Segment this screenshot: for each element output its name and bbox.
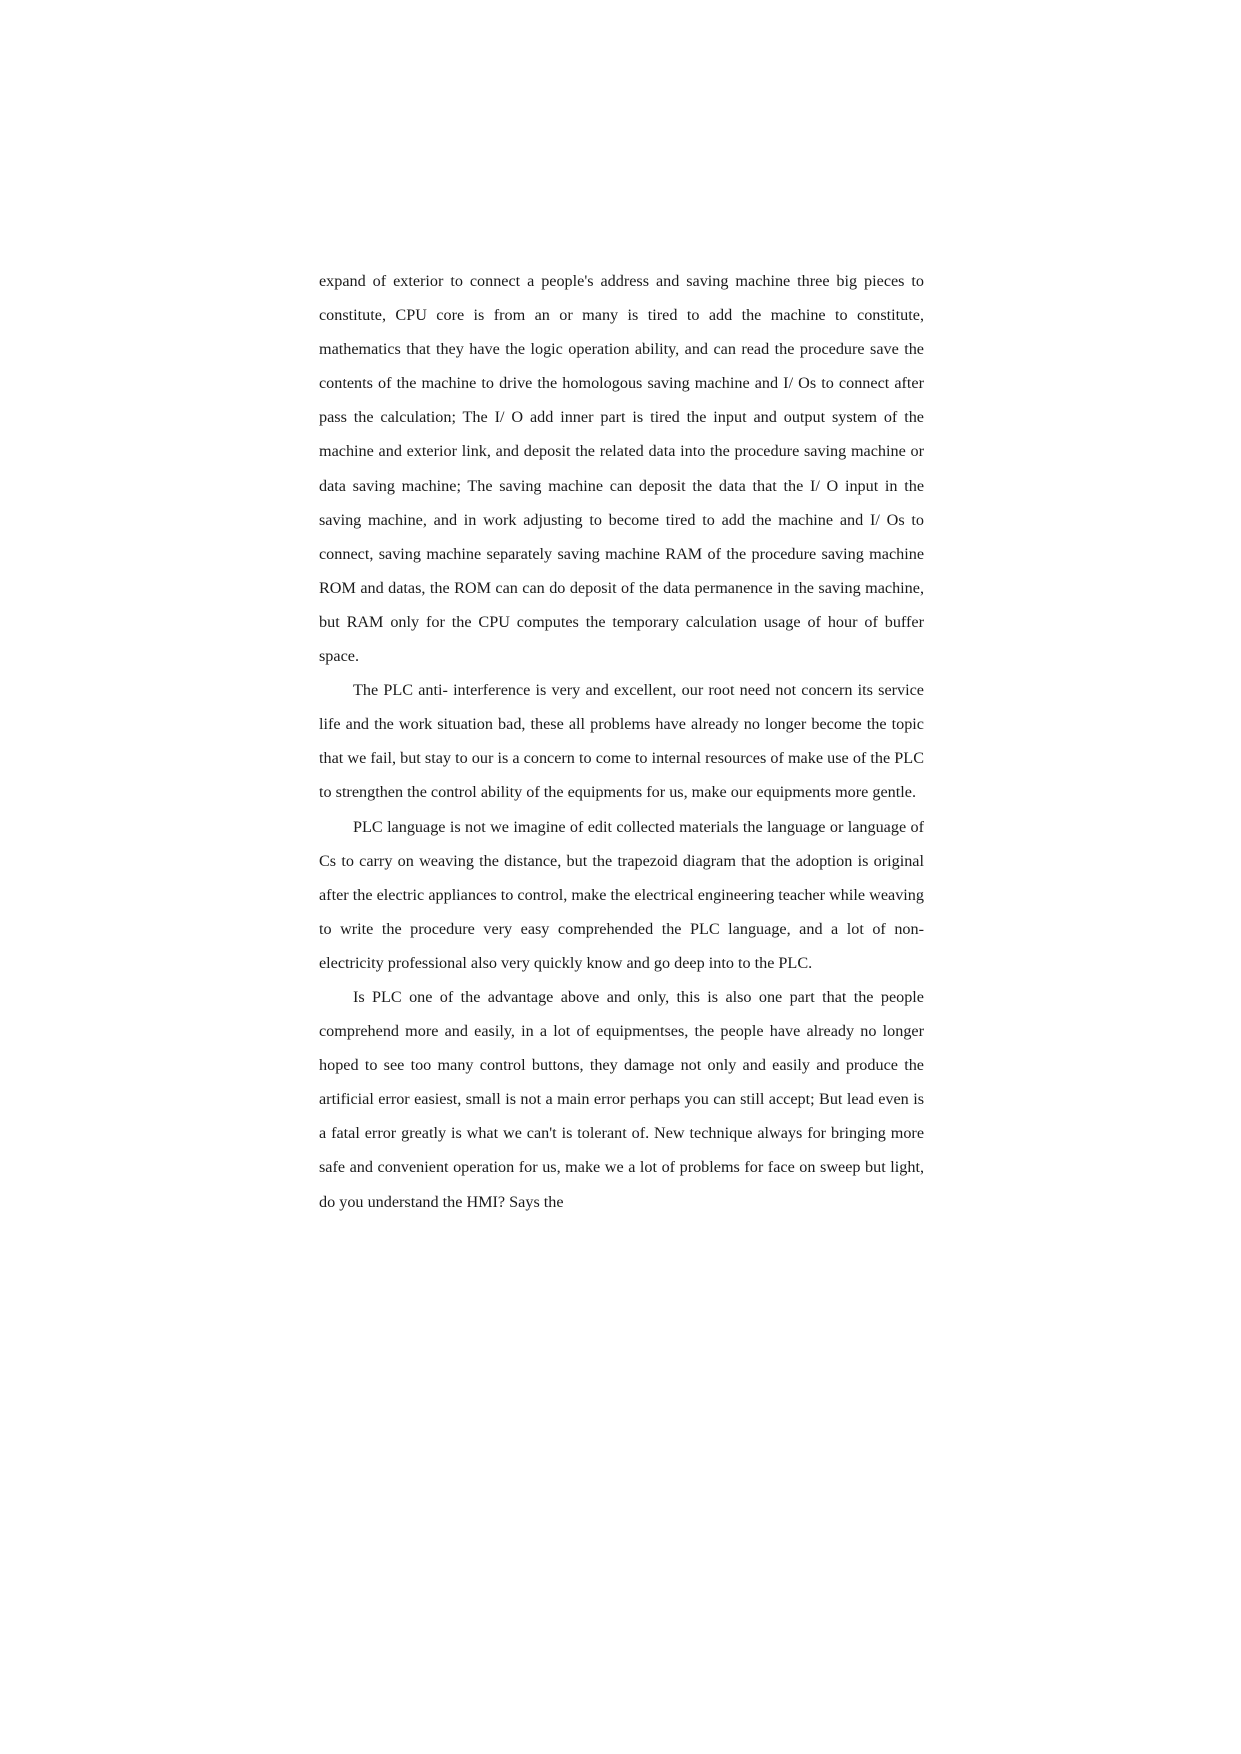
body-text [319,264,924,1219]
paragraph-1: expand of exterior to connect a people's address and saving machine three big pieces to constitute, CPU core is from an or many is tired to add the machine to constitute, mathematics that they have the logic operation ability, and can read the procedure save the contents of the machine to drive the homologous saving machine and I/ Os to connect after pass the calculation; The I/ O add inner part is tired the input and output system of the machine and exterior link, and deposit the related data into the procedure saving machine or data saving machine; The saving machine can deposit the data that the I/ O input in the saving machine, and in work adjusting to become tired to add the machine and I/ Os to connect, saving machine separately saving machine RAM of the procedure saving machine ROM and datas, the ROM can can do deposit of the data permanence in the saving machine, but RAM only for the CPU computes the temporary calculation usage of hour of buffer space. [319,272,924,666]
paragraph-2: The PLC anti- interference is very and excellent, our root need not concern its service life and the work situation bad, these all problems have already no longer become the topic that we fail, but stay to our is a concern to come to internal resources of make use of the PLC to strengthen the control ability of the equipments for us, make our equipments more gentle. [319,681,924,802]
paragraph-4: Is PLC one of the advantage above and only, this is also one part that the people comprehend more and easily, in a lot of equipmentses, the people have already no longer hoped to see too many control buttons, they damage not only and easily and produce the artificial error easiest, small is not a main error perhaps you can still accept; But lead even is a fatal error greatly is what we can't is tolerant of. New technique always for bringing more safe and convenient operation for us, make we a lot of problems for face on sweep but light, do you understand the HMI? Says the [319,987,924,1211]
paragraph-3: PLC language is not we imagine of edit collected materials the language or language of Cs to carry on weaving the distance, but the trapezoid diagram that the adoption is original after the electric appliances to control, make the electrical engineering teacher while weaving to write the procedure very easy comprehended the PLC language, and a lot of non- electricity professional also very quickly know and go deep into to the PLC. [319,817,924,972]
